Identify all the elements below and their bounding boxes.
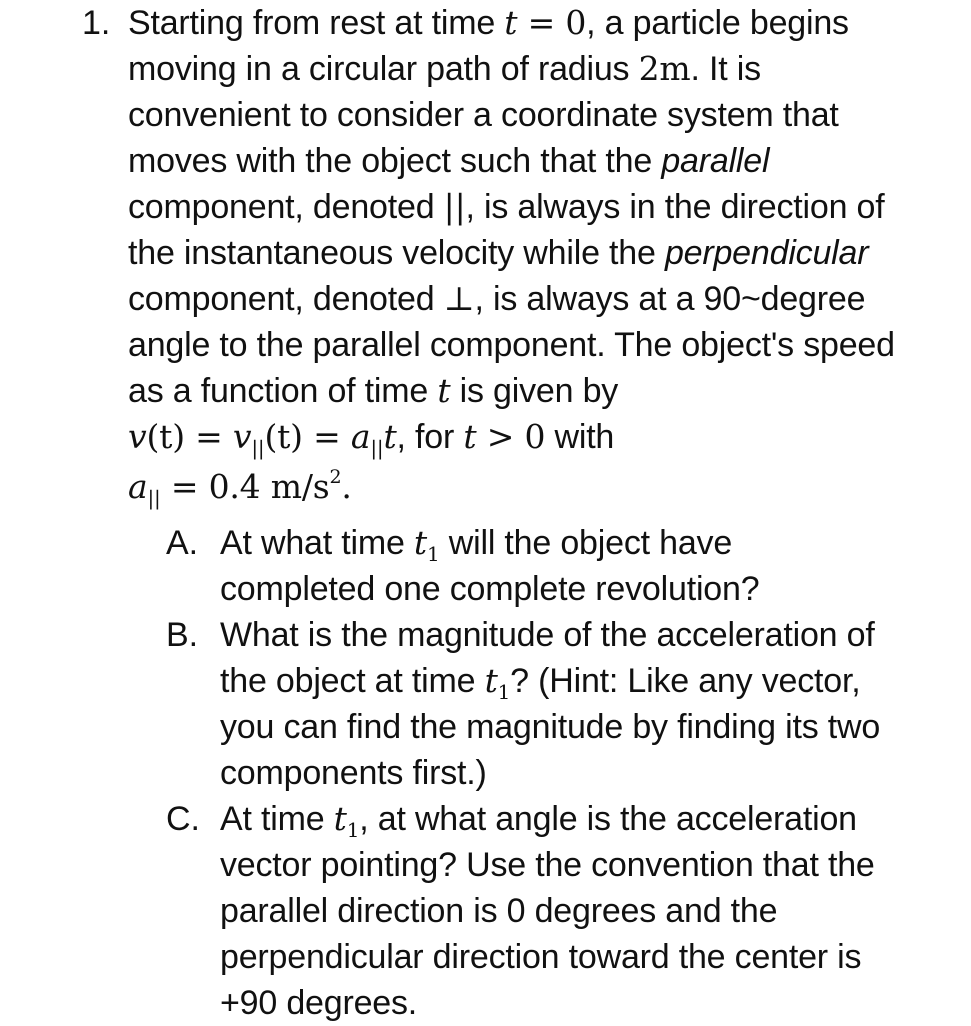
intro-line-1: Starting from rest at time t = 0, a particle begins xyxy=(128,3,849,42)
part-b-line-4: components first.) xyxy=(220,754,487,792)
part-c-line-3: parallel direction is 0 degrees and the xyxy=(220,892,778,930)
part-c-line-1: At time $t_1$, at what angle is the acceleration xyxy=(220,799,857,842)
part-c-line-2: vector pointing? Use the convention that the xyxy=(220,846,875,884)
intro-line-5: component, denoted ||, is always in the direction of xyxy=(128,187,885,226)
problem-number: 1. xyxy=(82,4,111,42)
part-b-line-3: you can find the magnitude by finding its two xyxy=(220,708,881,746)
radius-value: 2m xyxy=(638,49,691,88)
part-a-line-2: completed one complete revolution? xyxy=(220,570,760,608)
perp-symbol: ⊥ xyxy=(443,279,475,318)
part-b-line-1: What is the magnitude of the acceleration of xyxy=(220,616,875,654)
parallel-symbol: || xyxy=(443,187,466,226)
intro-line-4: moves with the object such that the parallel xyxy=(128,142,770,180)
part-c-line-4: perpendicular direction toward the center is xyxy=(220,938,862,976)
speed-formula: $v(t) = v_{||}(t) = a_{||}t$, for t > 0 with xyxy=(128,417,615,460)
part-c-line-5: +90 degrees. xyxy=(220,984,418,1022)
intro-line-6: the instantaneous velocity while the perpendicular xyxy=(128,234,869,272)
intro-line-3: convenient to consider a coordinate system that xyxy=(128,96,839,134)
acceleration-value: 0.4 m/s xyxy=(208,467,330,506)
part-b-label: B. xyxy=(166,616,199,654)
perpendicular-term: perpendicular xyxy=(664,234,869,272)
intro-line-9: as a function of time t is given by xyxy=(128,371,619,410)
part-a-label: A. xyxy=(166,524,199,562)
part-a-line-1: At what time $t_1$ will the object have xyxy=(220,523,733,566)
parallel-term: parallel xyxy=(661,142,770,180)
acceleration-formula: $a_{||} = 0.4$ $m/s^2$. xyxy=(128,466,352,510)
part-b-line-2: the object at time $t_1$? (Hint: Like any vector, xyxy=(220,661,861,704)
intro-line-2: moving in a circular path of radius 2m. It is xyxy=(128,49,761,88)
intro-line-8: angle to the parallel component. The object's speed xyxy=(128,326,895,364)
intro-line-7: component, denoted ⊥, is always at a 90~degree xyxy=(128,279,866,318)
part-c-label: C. xyxy=(166,800,200,838)
